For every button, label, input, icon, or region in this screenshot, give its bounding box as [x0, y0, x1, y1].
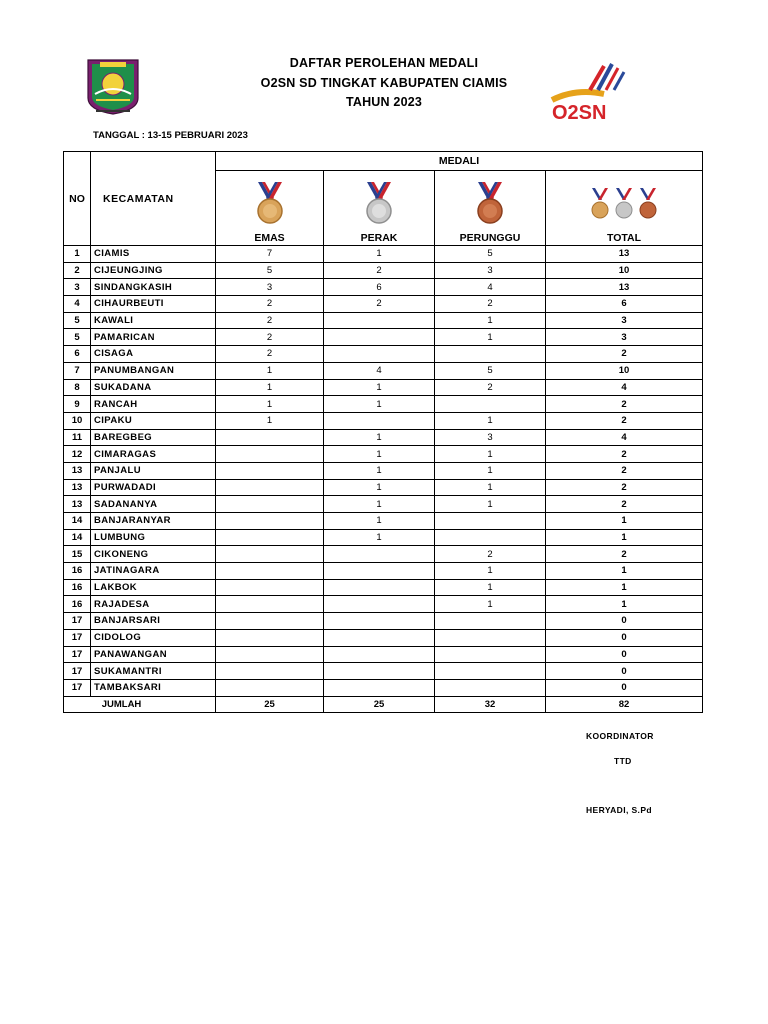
row-kecamatan: PURWADADI [91, 479, 216, 496]
row-kecamatan: PANUMBANGAN [91, 362, 216, 379]
title-line-3: TAHUN 2023 [345, 95, 423, 109]
row-kecamatan: SUKAMANTRI [91, 663, 216, 680]
row-kecamatan: CIMARAGAS [91, 446, 216, 463]
table-row [64, 529, 703, 546]
row-perak [324, 563, 435, 580]
table-row [64, 446, 703, 463]
table-row [64, 396, 703, 413]
header-perunggu [435, 171, 546, 246]
row-emas [216, 596, 324, 613]
row-emas [216, 462, 324, 479]
row-kecamatan: CIJEUNGJING [91, 262, 216, 279]
row-perak: 1 [324, 529, 435, 546]
table-row [64, 379, 703, 396]
row-emas: 2 [216, 296, 324, 313]
row-perak: 6 [324, 279, 435, 296]
row-total: 0 [546, 646, 703, 663]
sum-row [64, 696, 703, 713]
row-perunggu [435, 646, 546, 663]
header-emas-label: EMAS [254, 232, 285, 244]
row-kecamatan: SADANANYA [91, 496, 216, 513]
title-line-2: O2SN SD TINGKAT KABUPATEN CIAMIS [260, 76, 508, 90]
row-emas: 1 [216, 396, 324, 413]
row-perunggu: 1 [435, 446, 546, 463]
row-perak [324, 679, 435, 696]
row-emas [216, 663, 324, 680]
table-row [64, 346, 703, 363]
row-perunggu [435, 613, 546, 630]
row-perunggu: 1 [435, 412, 546, 429]
row-perak: 2 [324, 262, 435, 279]
row-kecamatan: LUMBUNG [91, 529, 216, 546]
table-row [64, 262, 703, 279]
row-perunggu: 1 [435, 496, 546, 513]
title-line-1: DAFTAR PEROLEHAN MEDALI [289, 56, 479, 70]
row-emas [216, 496, 324, 513]
row-kecamatan: LAKBOK [91, 579, 216, 596]
row-emas [216, 563, 324, 580]
row-total: 1 [546, 579, 703, 596]
row-perak: 2 [324, 296, 435, 313]
row-perak: 1 [324, 246, 435, 263]
row-total: 0 [546, 663, 703, 680]
row-perunggu [435, 529, 546, 546]
row-no: 11 [64, 429, 91, 446]
row-kecamatan: JATINAGARA [91, 563, 216, 580]
row-total: 2 [546, 346, 703, 363]
header-total [546, 171, 703, 246]
table-row [64, 429, 703, 446]
row-perunggu: 3 [435, 429, 546, 446]
row-no: 5 [64, 329, 91, 346]
row-perak: 1 [324, 429, 435, 446]
table-row [64, 312, 703, 329]
row-perunggu: 2 [435, 546, 546, 563]
row-no: 16 [64, 563, 91, 580]
three-medals-icon [589, 186, 659, 224]
row-perak [324, 346, 435, 363]
row-total: 2 [546, 412, 703, 429]
row-no: 14 [64, 529, 91, 546]
row-no: 15 [64, 546, 91, 563]
row-total: 2 [546, 546, 703, 563]
row-perak: 1 [324, 462, 435, 479]
row-perunggu: 1 [435, 479, 546, 496]
row-perunggu: 1 [435, 312, 546, 329]
table-row [64, 279, 703, 296]
table-row [64, 679, 703, 696]
row-perak: 1 [324, 479, 435, 496]
row-perunggu: 5 [435, 362, 546, 379]
row-perak: 1 [324, 513, 435, 530]
row-no: 16 [64, 579, 91, 596]
header-no: NO [64, 152, 91, 246]
row-perak [324, 663, 435, 680]
row-kecamatan: CIKONENG [91, 546, 216, 563]
row-no: 3 [64, 279, 91, 296]
row-no: 14 [64, 513, 91, 530]
row-kecamatan: TAMBAKSARI [91, 679, 216, 696]
row-total: 0 [546, 629, 703, 646]
row-perunggu [435, 629, 546, 646]
row-kecamatan: CIPAKU [91, 412, 216, 429]
row-no: 17 [64, 663, 91, 680]
row-total: 3 [546, 312, 703, 329]
o2sn-logo-text: O2SN [552, 102, 607, 122]
medal-table [63, 151, 703, 713]
header-perunggu-label: PERUNGGU [459, 232, 521, 244]
row-perak [324, 646, 435, 663]
table-row [64, 579, 703, 596]
row-perak: 1 [324, 396, 435, 413]
table-row [64, 479, 703, 496]
row-no: 6 [64, 346, 91, 363]
row-kecamatan: CIHAURBEUTI [91, 296, 216, 313]
row-perak: 1 [324, 446, 435, 463]
row-total: 1 [546, 596, 703, 613]
row-perak [324, 613, 435, 630]
row-perunggu: 3 [435, 262, 546, 279]
row-perunggu: 1 [435, 462, 546, 479]
date-line: TANGGAL : 13-15 PEBRUARI 2023 [93, 130, 248, 141]
table-row [64, 496, 703, 513]
row-total: 2 [546, 396, 703, 413]
silver-medal-icon [359, 180, 399, 226]
row-perak [324, 312, 435, 329]
row-total: 2 [546, 479, 703, 496]
row-emas: 2 [216, 312, 324, 329]
bronze-medal-icon [470, 180, 510, 226]
row-emas: 7 [216, 246, 324, 263]
row-kecamatan: PANAWANGAN [91, 646, 216, 663]
table-row [64, 563, 703, 580]
row-emas [216, 679, 324, 696]
row-kecamatan: RAJADESA [91, 596, 216, 613]
table-row [64, 362, 703, 379]
row-no: 13 [64, 479, 91, 496]
row-kecamatan: PAMARICAN [91, 329, 216, 346]
row-perunggu: 1 [435, 579, 546, 596]
row-emas: 5 [216, 262, 324, 279]
table-row [64, 513, 703, 530]
sum-perak: 25 [324, 696, 435, 713]
row-perunggu [435, 346, 546, 363]
row-perunggu [435, 663, 546, 680]
row-kecamatan: CIDOLOG [91, 629, 216, 646]
header-total-label: TOTAL [606, 232, 642, 244]
row-emas: 2 [216, 346, 324, 363]
row-no: 5 [64, 312, 91, 329]
row-perunggu [435, 513, 546, 530]
row-no: 10 [64, 412, 91, 429]
table-row [64, 596, 703, 613]
row-total: 4 [546, 379, 703, 396]
row-perak [324, 329, 435, 346]
row-total: 0 [546, 679, 703, 696]
row-perunggu: 2 [435, 296, 546, 313]
row-total: 2 [546, 462, 703, 479]
row-perak [324, 596, 435, 613]
row-total: 4 [546, 429, 703, 446]
row-no: 13 [64, 496, 91, 513]
header-kecamatan: KECAMATAN [91, 152, 216, 246]
row-kecamatan: SUKADANA [91, 379, 216, 396]
row-no: 8 [64, 379, 91, 396]
row-no: 17 [64, 629, 91, 646]
row-emas: 1 [216, 412, 324, 429]
row-perunggu: 4 [435, 279, 546, 296]
row-total: 2 [546, 446, 703, 463]
table-row [64, 629, 703, 646]
row-emas [216, 629, 324, 646]
row-no: 7 [64, 362, 91, 379]
row-perak [324, 546, 435, 563]
row-total: 1 [546, 563, 703, 580]
coordinator-name: HERYADI, S.Pd [586, 805, 652, 815]
row-kecamatan: KAWALI [91, 312, 216, 329]
row-perak: 1 [324, 379, 435, 396]
table-row [64, 246, 703, 263]
row-no: 17 [64, 613, 91, 630]
coordinator-role: KOORDINATOR [586, 731, 654, 741]
row-kecamatan: BANJARSARI [91, 613, 216, 630]
row-emas: 2 [216, 329, 324, 346]
row-perunggu [435, 396, 546, 413]
row-total: 10 [546, 362, 703, 379]
sum-label: JUMLAH [64, 696, 216, 713]
row-emas [216, 446, 324, 463]
row-no: 17 [64, 646, 91, 663]
table-row [64, 296, 703, 313]
row-kecamatan: SINDANGKASIH [91, 279, 216, 296]
row-total: 0 [546, 613, 703, 630]
row-kecamatan: RANCAH [91, 396, 216, 413]
row-perak: 1 [324, 496, 435, 513]
row-perunggu: 1 [435, 596, 546, 613]
row-no: 17 [64, 679, 91, 696]
row-emas [216, 646, 324, 663]
sum-emas: 25 [216, 696, 324, 713]
signature-ttd: TTD [614, 756, 632, 766]
header-medali: MEDALI [216, 152, 703, 171]
row-kecamatan: PANJALU [91, 462, 216, 479]
table-row [64, 646, 703, 663]
row-perunggu [435, 679, 546, 696]
row-perak [324, 629, 435, 646]
row-emas [216, 546, 324, 563]
header-emas [216, 171, 324, 246]
table-row [64, 546, 703, 563]
row-perak: 4 [324, 362, 435, 379]
row-emas [216, 429, 324, 446]
row-kecamatan: BAREGBEG [91, 429, 216, 446]
row-no: 1 [64, 246, 91, 263]
row-total: 1 [546, 513, 703, 530]
row-total: 13 [546, 279, 703, 296]
row-kecamatan: BANJARANYAR [91, 513, 216, 530]
row-perunggu: 5 [435, 246, 546, 263]
gold-medal-icon [250, 180, 290, 226]
row-emas [216, 579, 324, 596]
row-emas: 1 [216, 362, 324, 379]
row-kecamatan: CISAGA [91, 346, 216, 363]
row-kecamatan: CIAMIS [91, 246, 216, 263]
sum-total: 82 [546, 696, 703, 713]
header-perak-label: PERAK [360, 232, 398, 244]
row-total: 13 [546, 246, 703, 263]
table-row [64, 329, 703, 346]
table-row [64, 663, 703, 680]
sum-perunggu: 32 [435, 696, 546, 713]
row-total: 2 [546, 496, 703, 513]
row-no: 16 [64, 596, 91, 613]
table-row [64, 462, 703, 479]
row-no: 2 [64, 262, 91, 279]
row-no: 9 [64, 396, 91, 413]
table-body [64, 246, 703, 697]
row-no: 13 [64, 462, 91, 479]
row-total: 10 [546, 262, 703, 279]
row-emas: 3 [216, 279, 324, 296]
row-perak [324, 412, 435, 429]
row-no: 4 [64, 296, 91, 313]
table-row [64, 613, 703, 630]
row-total: 3 [546, 329, 703, 346]
row-emas: 1 [216, 379, 324, 396]
header-perak [324, 171, 435, 246]
row-perunggu: 1 [435, 563, 546, 580]
row-perunggu: 2 [435, 379, 546, 396]
row-perak [324, 579, 435, 596]
row-total: 1 [546, 529, 703, 546]
row-emas [216, 479, 324, 496]
row-perunggu: 1 [435, 329, 546, 346]
table-row [64, 412, 703, 429]
row-emas [216, 613, 324, 630]
row-no: 12 [64, 446, 91, 463]
row-total: 6 [546, 296, 703, 313]
row-emas [216, 513, 324, 530]
row-emas [216, 529, 324, 546]
